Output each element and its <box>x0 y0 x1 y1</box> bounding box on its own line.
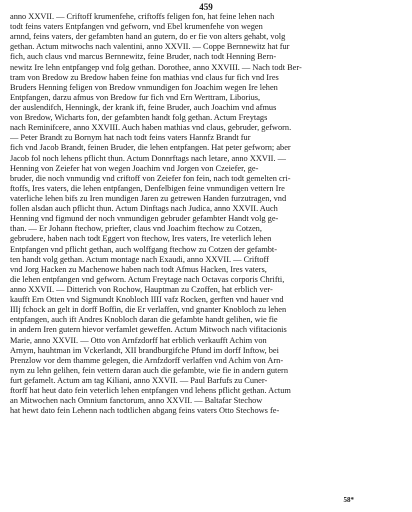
text-line: nym zu lehn gelihen, fein vettern daran auch die gefambte, wie fie in andern gutern <box>10 365 289 375</box>
text-line: anno XXVII. — Ditterich von Rochow, Hauptman zu Czoffen, hat erblich ver- <box>10 284 273 294</box>
page-number: 459 <box>199 2 213 12</box>
text-line: — Peter Brandt zu Bornym hat nach todt feins vaters Hannfz Brandt fur <box>10 133 251 143</box>
text-line: newitz Ire lehn entpfangep vnd folg gethan. Dorothee, anno XXVIII. — Nach todt Ber- <box>10 62 302 72</box>
text-line: tram von Bredow zu Bredow haben feine fon mathias vnd claus fur fich vnd Ires <box>10 72 279 82</box>
text-line: Arnym, hauhtman im Vckerlandt, XII brandburgifche Pfund im dorff Inftow, bei <box>10 345 279 355</box>
text-line: Marie, anno XXVII. — Otto von Arnfzdorff hat erblich verkaufft Achim von <box>10 335 267 345</box>
text-line: IIIj fchock an gelt in dorff Boffin, die Er verlaffen, vnd gnanter Knobloch zu lehen <box>10 305 287 315</box>
text-line: ten handt volg gethan. Actum montage nach Exaudi, anno XXVII. — Criftoff <box>10 254 269 264</box>
text-line: entpfangen, auch ift Andres Knobloch daran die gefambte handt gelihen, wie fie <box>10 315 278 325</box>
text-line: arnnd, feins vaters, der gefambten hand an gutern, do er fie von alters gehabt, volg <box>10 32 286 42</box>
text-line: than. — Er Johann ftechow, priefter, claus vnd Joachim ftechow zu Cotzen, <box>10 224 262 234</box>
text-line: nach Reminifcere, anno XXVIII. Auch haben mathias vnd claus, gebruder, gefworn. <box>10 123 292 133</box>
text-line: Henning von Zeiefer hat von wegen Joachim vnd Jorgen von Czeiefer, ge- <box>10 163 259 173</box>
text-line: ftoffs, Ires vaters, die lehen entpfangen, Denfelbigen feine vnmundigen vettern Ire <box>10 183 285 193</box>
text-line: fich, auch claus vnd marcus Bernnewitz, feine Bruder, nach todt Henning Bern- <box>10 52 277 62</box>
text-line: Entpfangen, darzu afmus von Bredow fur fich vnd Ern Werttram, Liborius, <box>10 92 261 102</box>
body-text <box>10 12 404 416</box>
text-line: kaufft Ern Otten vnd Sigmundt Knobloch IIII vafz Rocken, gerften vnd hauer vnd <box>10 295 284 305</box>
text-line: an Mitwochen nach Omnium fanctorum, anno XXVII. — Baltafar Stechow <box>10 396 263 406</box>
text-line: Bruders Henning feligen von Bredow vnmundigen fon Joachim wegen Ire lehen <box>10 82 278 92</box>
text-line: in andern Iren gutern hievor verfamlet geweffen. Actum Mitwoch nach vifitacionis <box>10 325 287 335</box>
text-line: Jacob fol noch lehens pflicht thun. Actum Donnrftags nach letare, anno XXVII. — <box>10 153 286 163</box>
footer-signature: 58* <box>343 496 354 504</box>
text-line: von Bredow, Wicharts fon, der gefambten handt folg gethan. Actum Freytags <box>10 113 268 123</box>
text-line: vnd Jorg Hacken zu Machenowe haben nach todt Afmus Hacken, Ires vaters, <box>10 264 267 274</box>
text-line: ftorff hat heut dato fein veterlich lehen entpfangen vnd lehens pflicht gethan. Actum <box>10 386 291 396</box>
text-line: gethan. Actum mitwochs nach valentini, anno XXVII. — Coppe Bernnewitz hat fur <box>10 42 290 52</box>
text-line: fich vnd Jacob Brandt, feinen Bruder, die lehen entpfangen. Hat peter gefworn; aber <box>10 143 291 153</box>
text-line: hat hewt dato fein Lehenn nach todtlichen abgang feins vaters Otto Stechows fe- <box>10 406 280 416</box>
text-line: anno XXVII. — Criftoff krumenfehe, criftoffs feligen fon, hat feine lehen nach <box>10 12 275 21</box>
text-line: Prenzlow vor dem thamme gelegen, die Arnfzdorff verlaffen vnd Achim von Arn- <box>10 355 284 365</box>
text-line: Henning vnd figmund der noch vnmundigen gebruder gefambter Handt volg ge- <box>10 214 279 224</box>
text-line: Entpfangen vnd pflicht gethan, auch wolffgang ftechow zu Cotzen der gefambt- <box>10 244 277 254</box>
text-line: vaterliche lehen bifs zu Iren mundigen Jaren zu getrewen Handen furzutragen, vnd <box>10 193 287 203</box>
text-line: follen alsdan auch pflicht thun. Actum Dinftags nach Judica, anno XXVII. Auch <box>10 204 278 214</box>
text-line: bruder, die noch vnmundig vnd criftoff von Zeiefer fon fein, nach todt gemelten cri- <box>10 173 291 183</box>
text-line: die lehen entpfangen vnd gefworn. Actum Freytage nach Octavas corporis Chrifti, <box>10 274 285 284</box>
text-line: der auslendifch, Henningk, der krank ift, feine Bruder, auch Joachim vnd afmus <box>10 102 277 112</box>
text-line: gebrudere, haben nach todt Eggert von ftechow, Ires vaters, Ire veterlich lehen <box>10 234 272 244</box>
text-line: furt gefamelt. Actum am tag Kiliani, anno XXVII. — Paul Barfufs zu Cuner- <box>10 375 268 385</box>
text-line: todt feins vaters Entpfangen vnd gefworn, vnd Ebel krumenfehe von wegen <box>10 22 263 32</box>
